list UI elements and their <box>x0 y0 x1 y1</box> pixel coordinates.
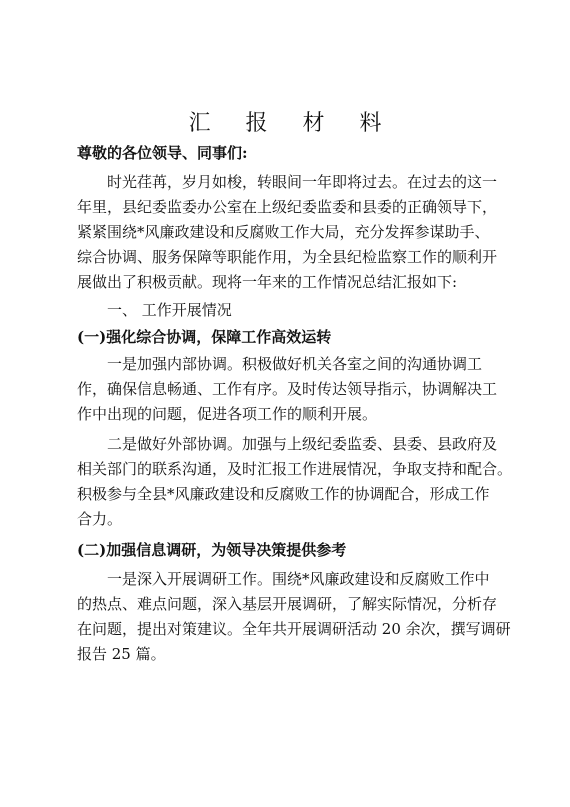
paragraph1-line1: 时光荏苒，岁月如梭，转眼间一年即将过去。在过去的这一 <box>107 173 498 191</box>
para-1-2-line4: 合力。 <box>77 510 123 528</box>
document-title: 汇 报 材 料 <box>188 111 396 136</box>
para-2-1-line3: 在问题，提出对策建议。全年共开展调研活动 20 余次，撰写调研 <box>77 620 511 638</box>
subsection-heading-2: (二)加强信息调研，为领导决策提供参考 <box>77 541 347 559</box>
para-2-1-line2: 的热点、难点问题，深入基层开展调研，了解实际情况，分析存 <box>77 595 498 613</box>
para-1-1-line2: 作，确保信息畅通、工作有序。及时传达领导指示，协调解决工 <box>77 380 498 398</box>
section-heading-1: 一、 工作开展情况 <box>107 301 232 319</box>
subsection-heading-1: (一)强化综合协调，保障工作高效运转 <box>77 328 332 346</box>
salutation: 尊敬的各位领导、同事们: <box>77 144 248 162</box>
para-1-2-line1: 二是做好外部协调。加强与上级纪委监委、县委、县政府及 <box>107 435 498 453</box>
para-2-1-line1: 一是深入开展调研工作。围绕*风廉政建设和反腐败工作中 <box>107 570 490 588</box>
para-1-1-line1: 一是加强内部协调。积极做好机关各室之间的沟通协调工 <box>107 355 483 373</box>
para-1-2-line3: 积极参与全县*风廉政建设和反腐败工作的协调配合，形成工作 <box>77 485 490 503</box>
paragraph1-line4: 综合协调、服务保障等职能作用，为全县纪检监察工作的顺利开 <box>77 248 498 266</box>
paragraph1-line3: 紧紧围绕*风廉政建设和反腐败工作大局，充分发挥参谋助手、 <box>77 223 490 241</box>
para-2-1-line4: 报告 25 篇。 <box>77 645 166 663</box>
paragraph1-line5: 展做出了积极贡献。现将一年来的工作情况总结汇报如下: <box>77 273 458 291</box>
paragraph1-line2: 年里，县纪委监委办公室在上级纪委监委和县委的正确领导下， <box>77 198 498 216</box>
para-1-1-line3: 作中出现的问题，促进各项工作的顺利开展。 <box>77 405 378 423</box>
para-1-2-line2: 相关部门的联系沟通，及时汇报工作进展情况，争取支持和配合。 <box>77 460 513 478</box>
